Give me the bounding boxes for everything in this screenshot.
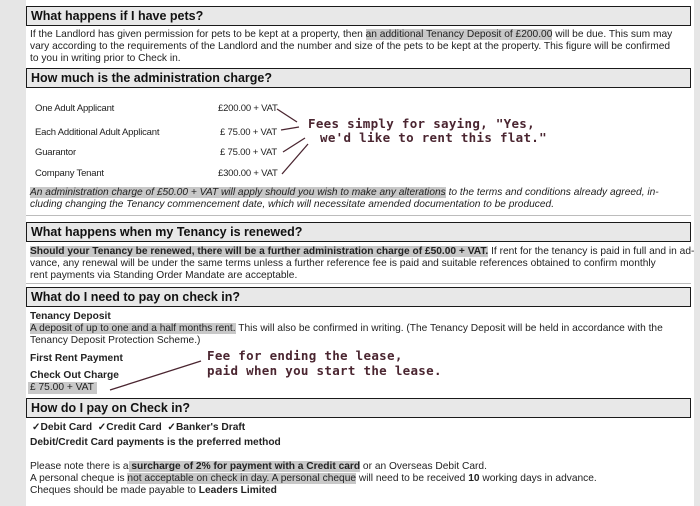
checkout-charge-amount: £ 75.00 + VAT (28, 382, 97, 394)
cheque-text-1: A personal cheque is (30, 473, 128, 484)
fee-amount-one-adult: £200.00 + VAT (218, 103, 278, 114)
payment-methods-list (32, 422, 245, 434)
renewal-charge-highlight: Should your Tenancy be renewed, there will be a further administration charge of £50.00 + VAT. (30, 246, 489, 257)
heading-pets: What happens if I have pets? (26, 6, 691, 26)
document-page (26, 0, 694, 506)
payee-name: Leaders Limited (198, 485, 277, 496)
fee-amount-guarantor: £ 75.00 + VAT (220, 147, 277, 158)
method-credit-card: ✓Credit Card (97, 422, 162, 433)
annotation-checkout-line-2: paid when you start the lease. (207, 363, 442, 378)
fee-label-additional-adult: Each Additional Adult Applicant (35, 127, 160, 138)
alteration-text-2: cluding changing the Tenancy commencement date, which will necessitate amended documentation to be produced. (30, 199, 555, 210)
cheque-days: 10 (468, 473, 480, 484)
heading-payment-methods: How do I pay on Check in? (26, 398, 691, 418)
fee-label-company-tenant: Company Tenant (35, 168, 104, 179)
pets-paragraph (30, 29, 695, 65)
fee-label-guarantor: Guarantor (35, 147, 76, 158)
method-bankers-draft: ✓Banker's Draft (167, 422, 246, 433)
alteration-charge-highlight: An administration charge of £50.00 + VAT will apply should you wish to make any alterations (30, 187, 446, 198)
deposit-text-1: This will also be confirmed in writing. (The Tenancy Deposit will be held in accordance with the (235, 323, 663, 334)
fee-amount-additional-adult: £ 75.00 + VAT (220, 127, 277, 138)
renewal-text-2: vance, any renewal will be under the same terms unless a further reference fee is paid and suitable references obtained to confirm monthly (30, 258, 656, 269)
annotation-checkout-line-1: Fee for ending the lease, (207, 348, 403, 363)
cheque-highlight: not acceptable on check in day. A personal cheque (127, 473, 357, 484)
pets-deposit-highlight: an additional Tenancy Deposit of £200.00 (365, 29, 553, 40)
method-debit-card: ✓Debit Card (32, 422, 93, 433)
first-rent-payment: First Rent Payment (30, 353, 123, 364)
annotation-fees-line-1: Fees simply for saying, "Yes, (308, 116, 535, 131)
heading-renewal: What happens when my Tenancy is renewed? (26, 222, 691, 242)
payment-notes (30, 461, 695, 497)
surcharge-highlight: surcharge of 2% for payment with a Credit card (128, 461, 361, 472)
heading-check-in-costs: What do I need to pay on check in? (26, 287, 691, 307)
pets-text-2: will be due. This sum may (552, 29, 673, 40)
pets-text-3: vary according to the requirements of the Landlord and the number and size of the pets to be kept at the property. This figure will be confirmed (30, 41, 671, 52)
checkout-charge-title: Check Out Charge (30, 370, 119, 381)
annotation-fees-line-2: we'd like to rent this flat." (320, 130, 547, 145)
heading-admin-charge: How much is the administration charge? (26, 68, 691, 88)
alteration-charge-paragraph (30, 187, 695, 211)
deposit-highlight: A deposit of up to one and a half months rent. (30, 323, 236, 334)
renewal-text-1: If rent for the tenancy is paid in full and in ad- (488, 246, 695, 257)
pets-text-4: to you in writing prior to Check in. (30, 53, 181, 64)
cheque-text-3: working days in advance. (479, 473, 597, 484)
pets-text-1: If the Landlord has given permission for pets to be kept at a property, then (30, 29, 366, 40)
divider (26, 215, 691, 216)
fee-amount-company-tenant: £300.00 + VAT (218, 168, 278, 179)
deposit-paragraph (30, 311, 695, 347)
cheque-text-2: will need to be received (356, 473, 469, 484)
deposit-title: Tenancy Deposit (30, 311, 111, 322)
surcharge-text-1: Please note there is a (30, 461, 129, 472)
payable-text: Cheques should be made payable to (30, 485, 199, 496)
divider (26, 283, 691, 284)
alteration-text-1: to the terms and conditions already agreed, in- (445, 187, 659, 198)
renewal-paragraph (30, 246, 695, 282)
surcharge-text-2: or an Overseas Debit Card. (360, 461, 487, 472)
renewal-text-3: rent payments via Standing Order Mandate are acceptable. (30, 270, 298, 281)
deposit-text-2: Tenancy Deposit Protection Scheme.) (30, 335, 201, 346)
fee-label-one-adult: One Adult Applicant (35, 103, 115, 114)
preferred-method: Debit/Credit Card payments is the preferred method (30, 437, 281, 448)
